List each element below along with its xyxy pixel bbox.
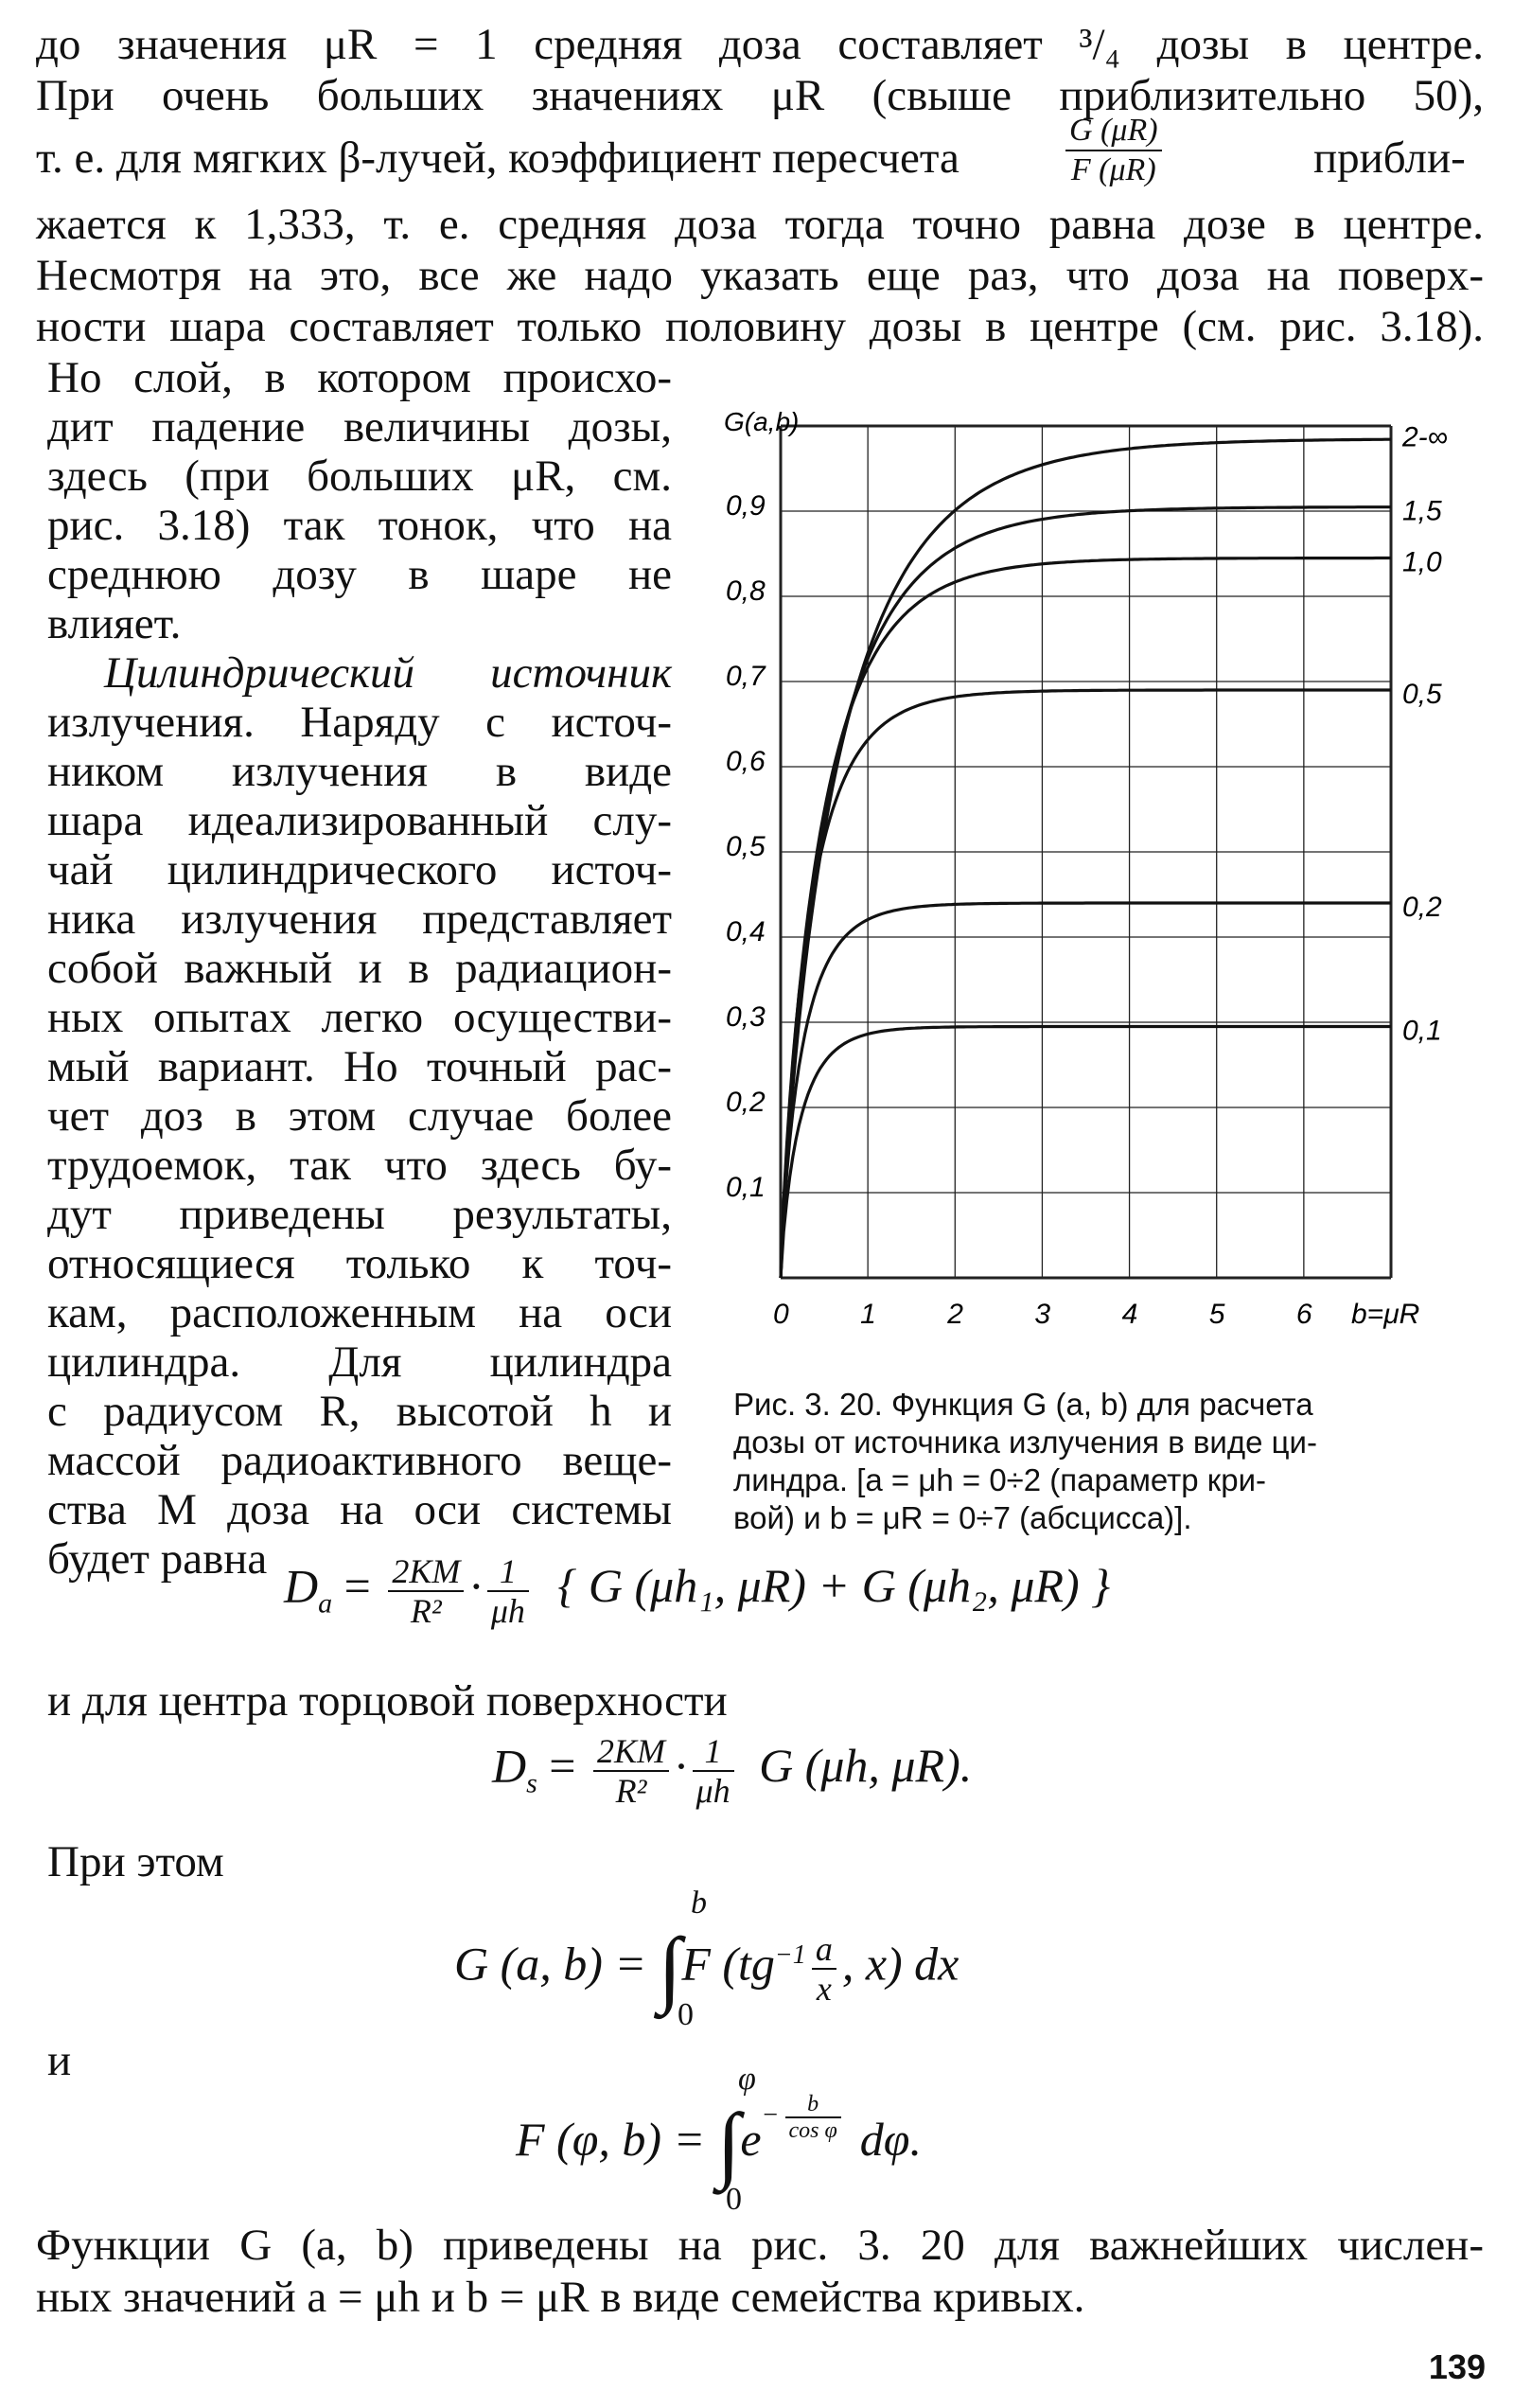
text-line: излучения. Наряду с источ- <box>47 698 672 747</box>
text-line: будет равна <box>47 1534 268 1584</box>
frac-num: 1 <box>693 1732 734 1772</box>
formula-sup: −1 <box>774 1940 806 1970</box>
text-line: шара идеализированный слу- <box>47 796 672 845</box>
text-line: Несмотря на это, все же надо указать еще раз, что доза на поверх- <box>36 251 1484 300</box>
text-line: дут приведены результаты, <box>47 1190 672 1239</box>
series-label: 1,0 <box>1402 546 1442 578</box>
text-line: среднюю дозу в шаре не <box>47 550 672 599</box>
ratio-num: G (μR) <box>1065 112 1162 151</box>
integral-sign: ∫ <box>658 1921 682 2016</box>
formula-f-body <box>516 2091 922 2191</box>
formula-lhs: G (a, b) = <box>454 1937 659 1991</box>
x-tick-label: 5 <box>1208 1299 1225 1330</box>
text-line: и для центра торцовой поверхности <box>47 1676 728 1726</box>
x-tick-label: 6 <box>1295 1299 1312 1330</box>
series-label: 0,1 <box>1402 1015 1442 1047</box>
text-line: т. е. для мягких β-лучей, коэффициент пересчета <box>36 133 959 183</box>
text-line: При очень больших значениях μR (свыше приблизительно 50), <box>36 71 1484 120</box>
frac-den: μh <box>490 1592 525 1630</box>
x-tick-label: 1 <box>860 1299 876 1330</box>
text-line: трудоемок, так что здесь бу- <box>47 1141 672 1190</box>
y-tick-label: 0,1 <box>726 1172 766 1203</box>
text-line: жается к 1,333, т. е. средняя доза тогда точно равна дозе в центре. <box>36 200 1484 249</box>
frac-num: 2KM <box>593 1732 669 1772</box>
series-line <box>781 507 1391 1278</box>
series-line <box>781 439 1391 1278</box>
section-title: Цилиндрический источник <box>104 648 672 698</box>
formula-g <box>454 1886 1117 2032</box>
frac-num: 2KM <box>388 1552 464 1592</box>
y-tick-label: 0,5 <box>726 831 766 862</box>
integral-sign: ∫ <box>716 2097 741 2191</box>
formula-rest: { G (μh₁, μR) + G (μh₂, μR) } <box>557 1559 1111 1613</box>
text-line: ником излучения в виде <box>47 747 672 796</box>
frac-den: cos φ <box>788 2117 837 2143</box>
series-label: 2-∞ <box>1402 421 1449 453</box>
x-tick-label: 2 <box>947 1299 963 1330</box>
frac-den: μh <box>695 1772 731 1810</box>
frac-num: b <box>785 2092 841 2118</box>
integral-upper: φ <box>738 2062 756 2097</box>
text-line: здесь (при больших μR, см. <box>47 452 672 501</box>
exponent: − b cos φ <box>762 2100 847 2130</box>
text-line: кам, расположенным на оси <box>47 1288 672 1337</box>
formula-sub: s <box>526 1767 537 1799</box>
series-label: 0,2 <box>1402 892 1442 923</box>
y-axis-label: G(a,b) <box>724 407 800 436</box>
text-line: цилиндра. Для цилиндра <box>47 1337 672 1387</box>
chart <box>700 398 1476 1335</box>
text-line: собой важный и в радиацион- <box>47 944 672 993</box>
series-line <box>781 1027 1391 1279</box>
formula-ds: $D_s$ = $\frac{2KM}{\text{R²}}$ · $\frac{1}{\mu h}$ G (μh, μR). <box>492 1732 973 1810</box>
formula-symbol: D <box>492 1739 527 1793</box>
series-line <box>781 690 1391 1278</box>
frac-den: R² <box>615 1772 647 1810</box>
text-line: прибли- <box>1313 133 1466 183</box>
text-line: Функции G (a, b) приведены на рис. 3. 20 для важнейших числен- <box>36 2221 1484 2270</box>
text-line: ности шара составляет только половину дозы в центре (см. рис. 3.18). <box>36 302 1484 351</box>
y-tick-label: 0,6 <box>726 746 766 777</box>
y-tick-label: 0,4 <box>726 916 766 947</box>
formula-sub: a <box>318 1587 333 1620</box>
text-line: чет доз в этом случае более <box>47 1091 672 1141</box>
formula-tail: dφ. <box>859 2113 922 2166</box>
caption-line: вой) и b = μR = 0÷7 (абсцисса)]. <box>733 1500 1192 1535</box>
frac-num: 1 <box>487 1552 529 1592</box>
text-line: массой радиоактивного веще- <box>47 1436 672 1485</box>
text-line: до значения μR = 1 средняя доза составляет ³/₄ дозы в центре. <box>36 20 1484 69</box>
text-line: ника излучения представляет <box>47 894 672 944</box>
caption-line: Рис. 3. 20. Функция G (a, b) для расчета <box>733 1387 1313 1422</box>
formula-f <box>516 2063 1083 2215</box>
y-tick-label: 0,2 <box>726 1087 766 1118</box>
formula-integrand: F (tg <box>681 1937 775 1991</box>
series-label: 1,5 <box>1402 495 1442 527</box>
ratio-den: F (μR) <box>1070 152 1156 187</box>
formula-da: $D_a$ = $\frac{2KM}{\text{R²}}$ · $\frac{1}{\mu h}$ { G (μh₁, μR) + G (μh₂, μR) } <box>284 1552 1111 1630</box>
formula-rest: G (μh, μR). <box>759 1739 973 1793</box>
formula-lhs: F (φ, b) = <box>516 2113 717 2166</box>
text-line: с радиусом R, высотой h и <box>47 1387 672 1436</box>
text-line: относящиеся только к точ- <box>47 1239 672 1288</box>
y-tick-label: 0,9 <box>726 490 766 522</box>
integral-lower: 0 <box>726 2182 742 2217</box>
series-line <box>781 903 1391 1278</box>
frac-den: R² <box>410 1592 442 1630</box>
text-line: и <box>47 2036 72 2085</box>
formula-eq: = <box>537 1739 588 1793</box>
x-tick-label: 3 <box>1034 1299 1051 1330</box>
text-line: рис. 3.18) так тонок, что на <box>47 501 672 550</box>
ratio-fraction <box>1060 112 1168 189</box>
text-line: ных значений a = μh и b = μR в виде семейства кривых. <box>36 2273 1085 2322</box>
y-tick-label: 0,3 <box>726 1001 766 1033</box>
text-line: При этом <box>47 1837 224 1886</box>
x-axis-label: b=μR <box>1351 1299 1420 1330</box>
integral-upper: b <box>691 1886 707 1921</box>
text-line: мый вариант. Но точный рас- <box>47 1042 672 1091</box>
text-line: Но слой, в котором происхо- <box>47 353 672 402</box>
caption-line: линдра. [a = μh = 0÷2 (параметр кри- <box>733 1462 1267 1497</box>
integral-lower: 0 <box>678 1997 694 2032</box>
text-line: ных опытах легко осуществи- <box>47 993 672 1042</box>
text-line: дит падение величины дозы, <box>47 402 672 452</box>
frac-den: x <box>816 1970 832 2009</box>
page-number: 139 <box>1428 2347 1486 2386</box>
formula-eq: = <box>332 1559 383 1613</box>
formula-g-body <box>454 1921 959 2016</box>
frac-num: a <box>812 1930 836 1970</box>
text-line: влияет. <box>47 599 182 648</box>
formula-tail: , x) dx <box>841 1937 959 1991</box>
caption-line: дозы от источника излучения в виде ци- <box>733 1425 1317 1460</box>
x-tick-label: 4 <box>1121 1299 1138 1330</box>
text-line: чай цилиндрического источ- <box>47 845 672 894</box>
y-tick-label: 0,7 <box>726 661 766 692</box>
formula-symbol: D <box>284 1559 319 1613</box>
x-tick-label: 0 <box>773 1299 789 1330</box>
formula-base: e <box>740 2113 762 2166</box>
text-line: ства M доза на оси системы <box>47 1485 672 1534</box>
series-label: 0,5 <box>1402 679 1442 710</box>
y-tick-label: 0,8 <box>726 575 766 607</box>
